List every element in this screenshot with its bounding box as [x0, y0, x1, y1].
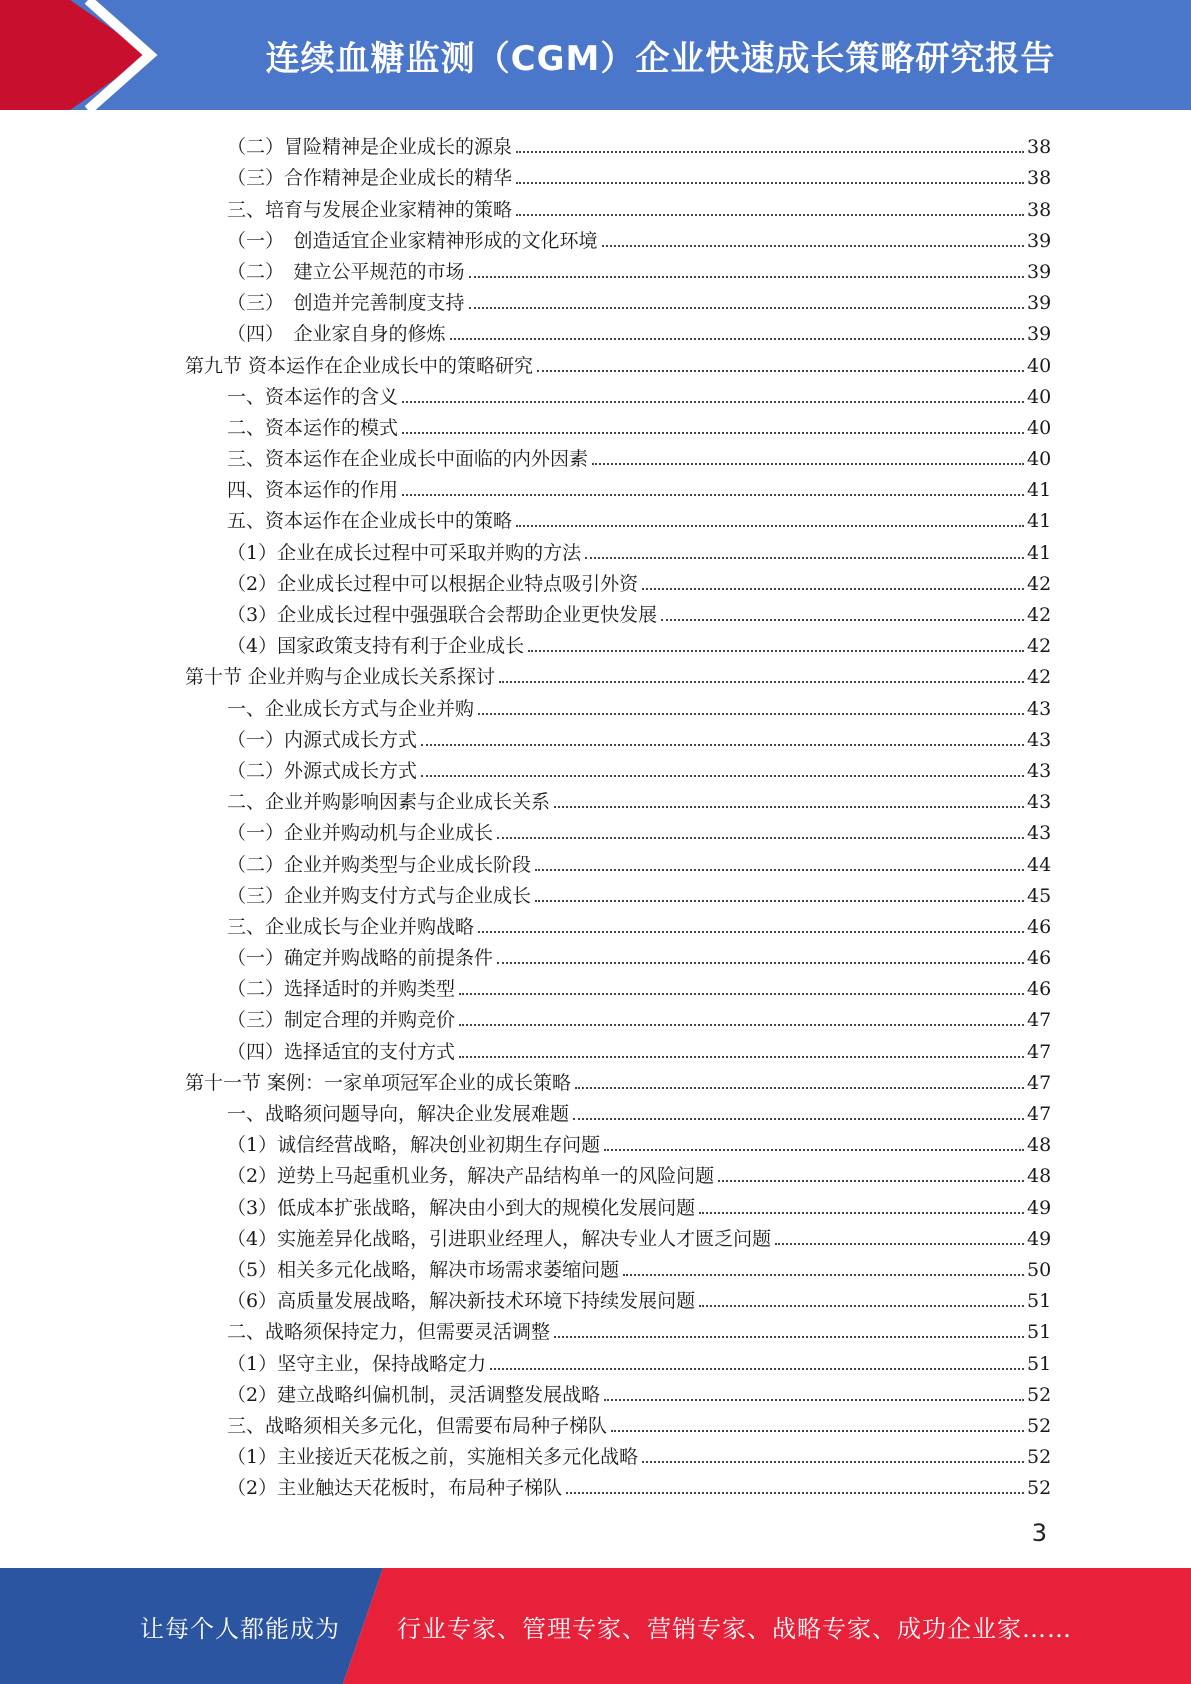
toc-dot-leader [469, 276, 1024, 278]
toc-dot-leader [478, 931, 1024, 933]
toc-dot-leader [528, 650, 1024, 652]
toc-entry-page: 38 [1027, 136, 1052, 159]
toc-entry[interactable] [0, 1220, 1191, 1251]
toc-dot-leader [516, 525, 1024, 527]
toc-entry-page: 41 [1027, 479, 1052, 502]
toc-dot-leader [604, 1149, 1024, 1151]
toc-entry-page: 43 [1027, 728, 1052, 751]
toc-entry[interactable] [0, 471, 1191, 502]
toc-dot-leader [497, 962, 1024, 964]
toc-entry-page: 40 [1027, 385, 1052, 408]
toc-dot-leader [575, 1087, 1024, 1089]
toc-entry-page: 46 [1027, 947, 1052, 970]
toc-entry-page: 39 [1027, 229, 1052, 252]
toc-entry-title: （一）内源式成长方式 [227, 728, 418, 751]
toc-dot-leader [402, 432, 1024, 434]
toc-dot-leader [718, 1180, 1024, 1182]
toc-entry-page: 48 [1027, 1165, 1052, 1188]
toc-entry[interactable] [0, 440, 1191, 471]
toc-entry[interactable] [0, 721, 1191, 752]
toc-dot-leader [459, 1056, 1024, 1058]
toc-dot-leader [775, 1243, 1024, 1245]
toc-entry[interactable] [0, 939, 1191, 970]
toc-dot-leader [699, 1305, 1024, 1307]
toc-entry[interactable] [0, 845, 1191, 876]
toc-entry[interactable] [0, 908, 1191, 939]
toc-entry-title: （2）企业成长过程中可以根据企业特点吸引外资 [227, 572, 639, 595]
toc-entry[interactable] [0, 689, 1191, 720]
toc-dot-leader [554, 806, 1024, 808]
toc-entry-title: （2）建立战略纠偏机制，灵活调整发展战略 [227, 1383, 601, 1406]
toc-dot-leader [642, 588, 1024, 590]
toc-entry-title: 三、战略须相关多元化，但需要布局种子梯队 [227, 1414, 608, 1437]
toc-entry-page: 48 [1027, 1134, 1052, 1157]
page-number: 3 [1031, 1519, 1047, 1547]
toc-entry-title: 二、企业并购影响因素与企业成长关系 [227, 791, 551, 814]
toc-entry-page: 46 [1027, 915, 1052, 938]
toc-entry-title: （二）冒险精神是企业成长的源泉 [227, 136, 513, 159]
toc-dot-leader [516, 182, 1024, 184]
footer-slogan-lead: 让每个人都能成为 [140, 1614, 340, 1643]
toc-dot-leader [469, 307, 1024, 309]
toc-entry[interactable] [0, 222, 1191, 253]
toc-entry-page: 38 [1027, 198, 1052, 221]
report-title: 连续血糖监测（CGM）企业快速成长策略研究报告 [265, 38, 1056, 79]
toc-entry-page: 40 [1027, 416, 1052, 439]
toc-entry-title: （二）企业并购类型与企业成长阶段 [227, 853, 532, 876]
footer-slogan-roles: 行业专家、管理专家、营销专家、战略专家、成功企业家…… [397, 1614, 1072, 1643]
toc-entry-page: 43 [1027, 822, 1052, 845]
toc-entry-title: 五、资本运作在企业成长中的策略 [227, 510, 513, 533]
toc-entry[interactable] [0, 378, 1191, 409]
toc-entry-page: 47 [1027, 1040, 1052, 1063]
toc-entry-title: 三、培育与发展企业家精神的策略 [227, 198, 513, 221]
toc-entry[interactable] [0, 752, 1191, 783]
toc-entry-page: 43 [1027, 697, 1052, 720]
toc-entry-title: 第十一节 案例：一家单项冠军企业的成长策略 [185, 1071, 572, 1094]
toc-entry-page: 42 [1027, 666, 1052, 689]
toc-entry[interactable] [0, 315, 1191, 346]
toc-entry-page: 39 [1027, 323, 1052, 346]
toc-entry-title: （3）企业成长过程中强强联合会帮助企业更快发展 [227, 604, 658, 626]
toc-entry-page: 51 [1027, 1352, 1052, 1375]
toc-entry-page: 42 [1027, 635, 1052, 658]
toc-entry-page: 52 [1027, 1446, 1052, 1469]
toc-dot-leader [573, 1118, 1024, 1120]
toc-entry-title: （二）选择适时的并购类型 [227, 978, 456, 1001]
toc-entry-title: （二）外源式成长方式 [227, 759, 418, 782]
toc-entry-title: 三、资本运作在企业成长中面临的内外因素 [227, 448, 589, 471]
toc-entry-page: 47 [1027, 1103, 1052, 1125]
toc-entry[interactable] [0, 190, 1191, 221]
toc-entry[interactable] [0, 1157, 1191, 1188]
toc-dot-leader [450, 338, 1024, 340]
toc-entry[interactable] [0, 596, 1191, 627]
toc-dot-leader [478, 713, 1024, 715]
toc-entry-title: 一、企业成长方式与企业并购 [227, 697, 475, 720]
toc-entry-title: （6）高质量发展战略，解决新技术环境下持续发展问题 [227, 1290, 696, 1313]
toc-entry[interactable] [0, 502, 1191, 533]
toc-dot-leader [499, 681, 1024, 683]
toc-entry-title: （四） 企业家自身的修炼 [227, 323, 446, 346]
toc-entry[interactable] [0, 346, 1191, 377]
toc-entry-title: （2）主业触达天花板时，布局种子梯队 [227, 1477, 563, 1500]
toc-entry-title: 一、资本运作的含义 [227, 385, 399, 408]
toc-entry-title: 第十节 企业并购与企业成长关系探讨 [185, 666, 496, 689]
toc-entry[interactable] [0, 658, 1191, 689]
toc-entry-title: （四）选择适宜的支付方式 [227, 1040, 456, 1063]
toc-dot-leader [537, 370, 1024, 372]
toc-entry[interactable] [0, 284, 1191, 315]
toc-entry-title: （三）合作精神是企业成长的精华 [227, 167, 513, 190]
toc-dot-leader [661, 619, 1024, 621]
toc-entry-page: 38 [1027, 167, 1052, 190]
toc-entry-title: 三、企业成长与企业并购战略 [227, 915, 475, 938]
toc-entry-page: 52 [1027, 1383, 1052, 1406]
toc-entry[interactable] [0, 970, 1191, 1001]
toc-dot-leader [402, 494, 1024, 496]
toc-entry-title: （4）国家政策支持有利于企业成长 [227, 635, 525, 658]
toc-dot-leader [623, 1274, 1024, 1276]
toc-dot-leader [566, 1492, 1024, 1494]
toc-entry-title: （一） 创造适宜企业家精神形成的文化环境 [227, 229, 598, 252]
toc-dot-leader [516, 151, 1024, 153]
toc-entry[interactable] [0, 1469, 1191, 1500]
table-of-contents [0, 128, 1191, 1500]
toc-entry[interactable] [0, 1032, 1191, 1063]
toc-dot-leader [554, 1336, 1024, 1338]
toc-dot-leader [699, 1212, 1024, 1214]
toc-entry[interactable] [0, 1407, 1191, 1438]
toc-entry[interactable] [0, 565, 1191, 596]
toc-entry[interactable] [0, 1282, 1191, 1313]
toc-dot-leader [421, 775, 1024, 777]
toc-entry[interactable] [0, 627, 1191, 658]
toc-entry-title: （1）企业在成长过程中可采取并购的方法 [227, 541, 582, 564]
toc-entry-page: 44 [1027, 853, 1052, 876]
toc-entry-title: 二、战略须保持定力，但需要灵活调整 [227, 1321, 551, 1344]
toc-entry-page: 42 [1027, 604, 1052, 626]
toc-entry-title: （三） 创造并完善制度支持 [227, 292, 465, 315]
toc-entry[interactable] [0, 159, 1191, 190]
toc-entry-page: 39 [1027, 260, 1052, 283]
toc-dot-leader [535, 900, 1024, 902]
toc-entry-page: 49 [1027, 1227, 1052, 1250]
toc-entry-title: （4）实施差异化战略，引进职业经理人，解决专业人才匮乏问题 [227, 1227, 772, 1250]
toc-entry[interactable] [0, 409, 1191, 440]
toc-entry[interactable] [0, 1438, 1191, 1469]
page-header [0, 0, 1191, 110]
toc-entry[interactable] [0, 1095, 1191, 1126]
toc-dot-leader [421, 744, 1024, 746]
toc-entry-page: 40 [1027, 448, 1052, 471]
toc-entry[interactable] [0, 1188, 1191, 1219]
toc-entry-page: 51 [1027, 1321, 1052, 1344]
toc-entry[interactable] [0, 533, 1191, 564]
toc-dot-leader [602, 245, 1024, 247]
toc-entry-page: 46 [1027, 978, 1052, 1001]
toc-entry[interactable] [0, 1376, 1191, 1407]
toc-entry-page: 41 [1027, 541, 1052, 564]
toc-dot-leader [611, 1430, 1024, 1432]
toc-dot-leader [459, 993, 1024, 995]
toc-dot-leader [604, 1399, 1024, 1401]
toc-entry[interactable] [0, 1064, 1191, 1095]
toc-entry-title: 第九节 资本运作在企业成长中的策略研究 [185, 354, 534, 377]
toc-entry-title: （1）坚守主业，保持战略定力 [227, 1352, 487, 1375]
toc-entry-title: 四、资本运作的作用 [227, 479, 399, 502]
toc-entry[interactable] [0, 253, 1191, 284]
toc-entry[interactable] [0, 783, 1191, 814]
toc-entry-title: （三）企业并购支付方式与企业成长 [227, 884, 532, 907]
page-footer [0, 1568, 1191, 1684]
toc-dot-leader [402, 401, 1024, 403]
toc-entry-page: 42 [1027, 572, 1052, 595]
toc-entry-title: （一）企业并购动机与企业成长 [227, 822, 494, 845]
toc-dot-leader [535, 869, 1024, 871]
toc-entry[interactable] [0, 1001, 1191, 1032]
toc-entry-page: 40 [1027, 354, 1052, 377]
toc-entry-title: （1）主业接近天花板之前，实施相关多元化战略 [227, 1446, 639, 1469]
toc-entry-title: （二） 建立公平规范的市场 [227, 260, 465, 283]
toc-entry-title: 二、资本运作的模式 [227, 416, 399, 439]
toc-entry-title: （2）逆势上马起重机业务，解决产品结构单一的风险问题 [227, 1165, 715, 1188]
toc-dot-leader [459, 1024, 1024, 1026]
header-red-chevron [0, 0, 150, 110]
toc-entry-page: 47 [1027, 1009, 1052, 1032]
toc-entry-title: （1）诚信经营战略，解决创业初期生存问题 [227, 1134, 601, 1157]
toc-entry[interactable] [0, 1344, 1191, 1375]
toc-entry-page: 51 [1027, 1290, 1052, 1313]
toc-dot-leader [585, 557, 1024, 559]
toc-dot-leader [497, 837, 1024, 839]
toc-dot-leader [592, 463, 1024, 465]
toc-entry[interactable] [0, 1251, 1191, 1282]
toc-entry[interactable] [0, 877, 1191, 908]
toc-entry-page: 45 [1027, 884, 1052, 907]
toc-entry[interactable] [0, 814, 1191, 845]
toc-entry-title: 一、战略须问题导向，解决企业发展难题 [227, 1103, 570, 1125]
toc-entry-page: 52 [1027, 1477, 1052, 1500]
toc-entry-page: 50 [1027, 1258, 1052, 1281]
toc-entry-page: 43 [1027, 759, 1052, 782]
toc-entry-page: 52 [1027, 1414, 1052, 1437]
toc-entry-page: 47 [1027, 1071, 1052, 1094]
toc-entry-title: （5）相关多元化战略，解决市场需求萎缩问题 [227, 1258, 620, 1281]
toc-entry-title: （3）低成本扩张战略，解决由小到大的规模化发展问题 [227, 1196, 696, 1219]
toc-entry[interactable] [0, 1313, 1191, 1344]
toc-entry-page: 43 [1027, 791, 1052, 814]
toc-dot-leader [490, 1368, 1024, 1370]
toc-entry-title: （三）制定合理的并购竞价 [227, 1009, 456, 1032]
toc-entry-page: 39 [1027, 292, 1052, 315]
toc-entry-title: （一）确定并购战略的前提条件 [227, 947, 494, 970]
toc-entry[interactable] [0, 1126, 1191, 1157]
toc-dot-leader [642, 1461, 1024, 1463]
toc-entry-page: 49 [1027, 1196, 1052, 1219]
toc-entry[interactable] [0, 128, 1191, 159]
toc-entry-page: 41 [1027, 510, 1052, 533]
toc-dot-leader [516, 214, 1024, 216]
